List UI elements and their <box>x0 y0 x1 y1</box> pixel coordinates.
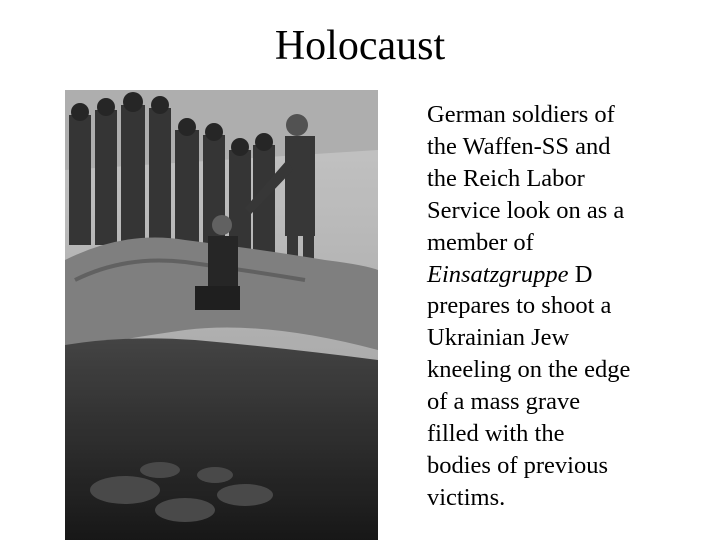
slide-title: Holocaust <box>274 23 446 69</box>
caption-line: Service look on as a <box>427 196 625 224</box>
caption-line: kneeling on the edge <box>427 356 631 384</box>
caption-text: D <box>568 260 593 288</box>
caption-line: victims. <box>427 483 506 511</box>
caption-line: Ukrainian Jew <box>427 324 570 352</box>
caption-line <box>427 259 717 291</box>
caption-line: filled with the <box>427 420 565 448</box>
historical-photo <box>65 90 378 540</box>
caption-line: member of <box>427 228 534 256</box>
photo-caption <box>427 99 717 514</box>
caption-line: German soldiers of <box>427 101 615 128</box>
caption-line: the Reich Labor <box>427 164 585 192</box>
caption-italic-term: Einsatzgruppe <box>427 260 569 288</box>
caption-line: the Waffen-SS and <box>427 132 611 160</box>
caption-line: prepares to shoot a <box>427 292 612 320</box>
caption-line: of a mass grave <box>427 388 581 416</box>
caption-line: bodies of previous <box>427 451 608 479</box>
